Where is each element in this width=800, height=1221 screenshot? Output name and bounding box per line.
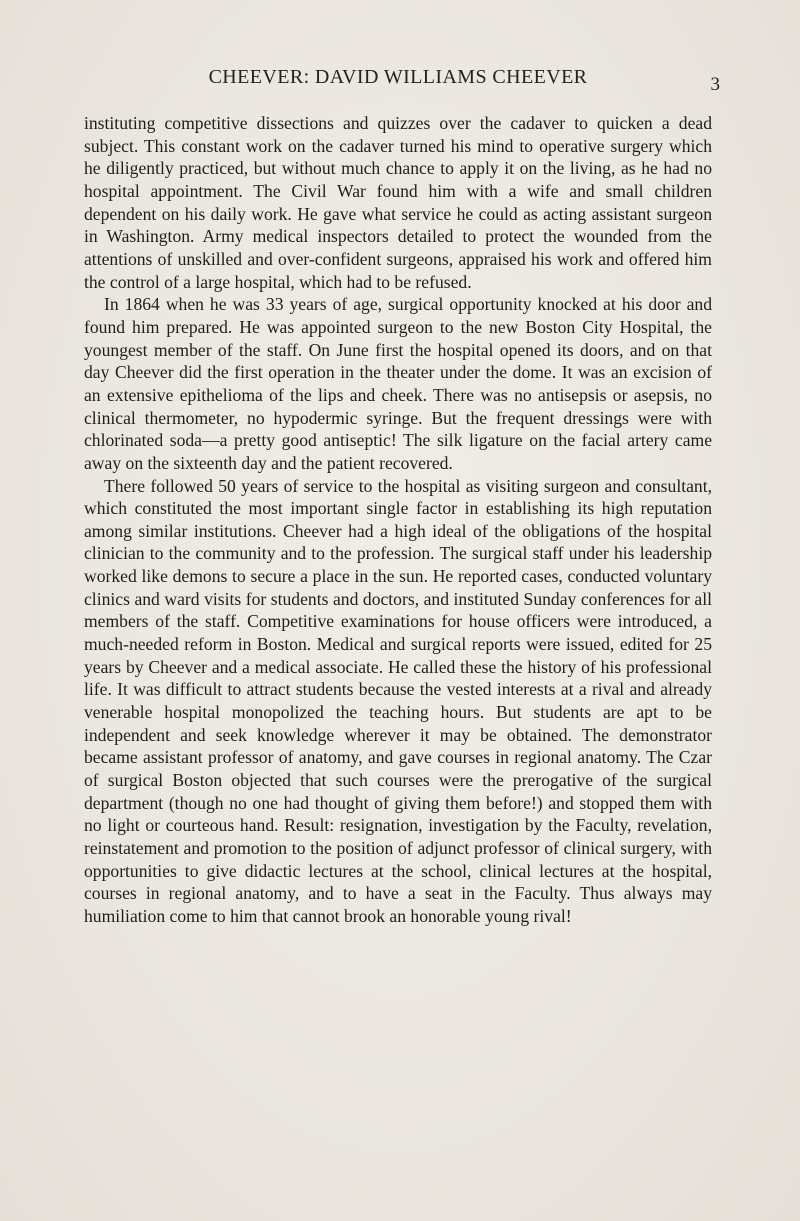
- paragraph-continued: instituting competitive dissections and quizzes over the cadaver to quicken a dead subject. This constant work on the cadaver turned his mind to operative surgery which he diligently practiced, but without much chance to apply it on the living, as he had no hospital appointment. The Civil War found him with a wife and small children dependent on his daily work. He gave what service he could as acting assistant surgeon in Washington. Army medical inspectors detailed to protect the wounded from the attentions of unskilled and over-confident surgeons, appraised his work and offered him the control of a large hospital, which had to be refused.: [84, 113, 712, 292]
- running-head-title: CHEEVER: DAVID WILLIAMS CHEEVER: [208, 66, 588, 88]
- body-text: [84, 112, 712, 928]
- paragraph-boston-city-hospital: In 1864 when he was 33 years of age, surgical opportunity knocked at his door and found him prepared. He was appointed surgeon to the new Boston City Hospital, the youngest member of the staff. On June first the hospital opened its doors, and on that day Cheever did the first operation in the theater under the dome. It was an excision of an extensive epithelioma of the lips and cheek. There was no antisepsis or asepsis, no clinical thermometer, no hypodermic syringe. But the frequent dressings were with chlorinated soda—a pretty good antiseptic! The silk ligature on the facial artery came away on the sixteenth day and the patient recovered.: [84, 294, 712, 473]
- page-number: 3: [710, 74, 720, 95]
- paragraph-years-of-service: There followed 50 years of service to the hospital as visiting surgeon and consultant, which constituted the most important single factor in establishing its high reputation among similar institutions. Cheever had a high ideal of the obligations of the hospital clinician to the community and to the profession. The surgical staff under his leadership worked like demons to secure a place in the sun. He reported cases, conducted voluntary clinics and ward visits for students and doctors, and instituted Sunday conferences for all members of the staff. Competitive examinations for house officers were introduced, a much-needed reform in Boston. Medical and surgical reports were issued, edited for 25 years by Cheever and a medical associate. He called these the history of his professional life. It was difficult to attract students because the vested interests at a rival and already venerable hospital monopolized the teaching hours. But students are apt to be independent and seek knowledge wherever it may be obtained. The demonstrator became assistant professor of anatomy, and gave courses in regional anatomy. The Czar of surgical Boston objected that such courses were the prerogative of the surgical department (though no one had thought of giving them before!) and stopped them with no light or courteous hand. Result: resignation, investigation by the Faculty, revelation, reinstatement and promotion to the position of adjunct professor of clinical surgery, with opportunities to give didactic lectures at the school, clinical lectures at the hospital, courses in regional anatomy, and to have a seat in the Faculty. Thus always may humiliation come to him that cannot brook an honorable young rival!: [84, 475, 712, 926]
- running-head: [84, 62, 720, 95]
